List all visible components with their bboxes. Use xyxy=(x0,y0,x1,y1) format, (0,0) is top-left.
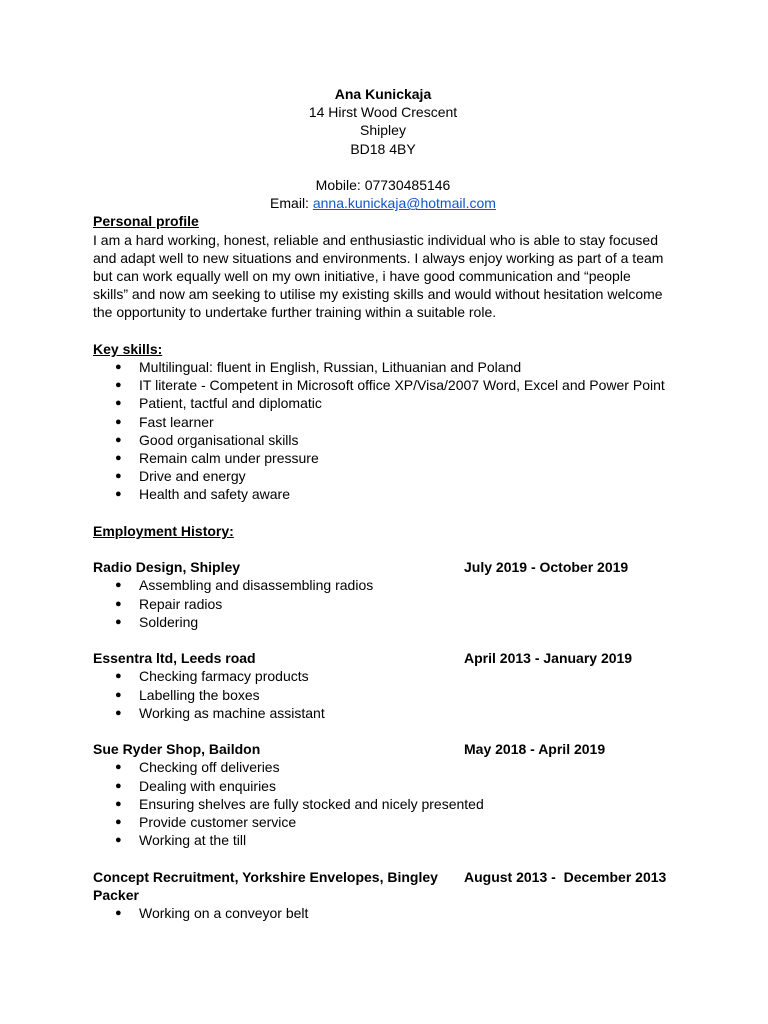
profile-line: skills” and now am seeking to utilise my existing skills and would without hesitation welcome xyxy=(93,286,663,303)
job-title: Sue Ryder Shop, Baildon xyxy=(93,741,261,758)
profile-title: Personal profile xyxy=(93,213,199,230)
list-item xyxy=(93,394,678,412)
employment-title: Employment History: xyxy=(93,522,234,539)
job-entry xyxy=(93,558,678,631)
profile-line: I am a hard working, honest, reliable and enthusiastic individual who is able to stay focused xyxy=(93,231,658,248)
list-item xyxy=(93,358,678,376)
personal-profile-section xyxy=(93,212,678,321)
list-item xyxy=(93,667,678,685)
bullet-icon: ● xyxy=(115,597,122,610)
bullet-icon: ● xyxy=(115,797,122,810)
bullet-icon: ● xyxy=(115,397,122,410)
job-role-text: Packer xyxy=(93,886,139,903)
bullet-icon: ● xyxy=(115,470,122,483)
bullet-icon: ● xyxy=(115,761,122,774)
bullet-icon: ● xyxy=(115,907,122,920)
duties-list xyxy=(93,758,678,849)
address-line-2: Shipley xyxy=(360,122,406,139)
spacer xyxy=(93,322,678,340)
list-item xyxy=(93,449,678,467)
list-item xyxy=(93,413,678,431)
bullet-icon: ● xyxy=(115,415,122,428)
mobile-number: 07730485146 xyxy=(364,177,451,193)
list-item xyxy=(93,686,678,704)
profile-text xyxy=(93,231,678,322)
bullet-icon: ● xyxy=(115,379,122,392)
duty-text: Ensuring shelves are fully stocked and nicely presented xyxy=(139,795,484,812)
list-item xyxy=(93,831,678,849)
list-item xyxy=(93,758,678,776)
job-header xyxy=(93,649,678,667)
spacer xyxy=(93,504,678,522)
spacer xyxy=(93,849,678,867)
duty-text: Working as machine assistant xyxy=(139,704,325,721)
list-item xyxy=(93,613,678,631)
job-entry xyxy=(93,868,678,923)
skill-text: Patient, tactful and diplomatic xyxy=(139,395,322,412)
bullet-icon: ● xyxy=(115,615,122,628)
duty-text: Provide customer service xyxy=(139,814,297,831)
bullet-icon: ● xyxy=(115,834,122,847)
duty-text: Checking farmacy products xyxy=(139,668,309,685)
list-item xyxy=(93,576,678,594)
mobile-label: Mobile: xyxy=(315,177,365,193)
duty-text: Checking off deliveries xyxy=(139,759,280,776)
profile-line: but can work equally well on my own initiative, i have good communication and “people xyxy=(93,268,631,285)
duty-text: Dealing with enquiries xyxy=(139,777,276,794)
skill-text: Drive and energy xyxy=(139,468,246,485)
duty-text: Assembling and disassembling radios xyxy=(139,577,374,594)
list-item xyxy=(93,795,678,813)
job-dates: May 2018 - April 2019 xyxy=(464,741,606,758)
job-dates: April 2013 - January 2019 xyxy=(464,650,633,667)
employment-history-section xyxy=(93,522,678,922)
bullet-icon: ● xyxy=(115,452,122,465)
job-title: Concept Recruitment, Yorkshire Envelopes, Bingley xyxy=(93,868,438,885)
bullet-icon: ● xyxy=(115,670,122,683)
list-item xyxy=(93,376,678,394)
bullet-icon: ● xyxy=(115,706,122,719)
mobile-line xyxy=(93,176,673,194)
spacer xyxy=(93,722,678,740)
skill-text: IT literate - Competent in Microsoft office XP/Visa/2007 Word, Excel and Power Point xyxy=(139,377,665,394)
duty-text: Working at the till xyxy=(139,832,247,849)
duties-list xyxy=(93,904,678,922)
job-dates: July 2019 - October 2019 xyxy=(464,559,629,576)
bullet-icon: ● xyxy=(115,433,122,446)
spacer xyxy=(93,631,678,649)
bullet-icon: ● xyxy=(115,688,122,701)
duties-list xyxy=(93,576,678,631)
email-link[interactable]: anna.kunickaja@hotmail.com xyxy=(312,195,496,212)
job-header xyxy=(93,868,678,886)
duties-list xyxy=(93,667,678,722)
skills-title: Key skills: xyxy=(93,340,163,357)
spacer xyxy=(93,540,678,558)
resume-page xyxy=(93,85,678,922)
skill-text: Health and safety aware xyxy=(139,486,290,503)
spacer xyxy=(93,158,673,176)
email-line xyxy=(93,194,673,212)
email-label: Email: xyxy=(270,195,313,212)
list-item xyxy=(93,904,678,922)
skills-list xyxy=(93,358,678,504)
job-entry xyxy=(93,740,678,849)
list-item xyxy=(93,595,678,613)
list-item xyxy=(93,813,678,831)
job-title: Radio Design, Shipley xyxy=(93,559,241,576)
duty-text: Working on a conveyor belt xyxy=(139,905,309,922)
job-title: Essentra ltd, Leeds road xyxy=(93,650,256,667)
bullet-icon: ● xyxy=(115,361,122,374)
list-item xyxy=(93,467,678,485)
address-line-1: 14 Hirst Wood Crescent xyxy=(308,104,458,121)
postcode: BD18 4BY xyxy=(350,140,416,157)
profile-line: the opportunity to undertake further training within a suitable role. xyxy=(93,304,497,321)
job-header xyxy=(93,558,678,576)
job-entry xyxy=(93,649,678,722)
list-item xyxy=(93,704,678,722)
applicant-name: Ana Kunickaja xyxy=(334,86,432,102)
job-role xyxy=(93,886,678,904)
duty-text: Labelling the boxes xyxy=(139,686,260,703)
bullet-icon: ● xyxy=(115,779,122,792)
job-dates: August 2013 - December 2013 xyxy=(464,868,667,885)
bullet-icon: ● xyxy=(115,488,122,501)
contact-header xyxy=(93,85,673,212)
bullet-icon: ● xyxy=(115,579,122,592)
list-item xyxy=(93,777,678,795)
list-item xyxy=(93,431,678,449)
bullet-icon: ● xyxy=(115,816,122,829)
duty-text: Repair radios xyxy=(139,595,223,612)
skill-text: Multilingual: fluent in English, Russian, Lithuanian and Poland xyxy=(139,359,522,376)
duty-text: Soldering xyxy=(139,613,199,630)
list-item xyxy=(93,485,678,503)
key-skills-section xyxy=(93,340,678,504)
skill-text: Fast learner xyxy=(139,413,214,430)
job-header xyxy=(93,740,678,758)
skill-text: Good organisational skills xyxy=(139,431,299,448)
profile-line: and adapt well to new situations and environments. I always enjoy working as part of a team xyxy=(93,249,664,266)
skill-text: Remain calm under pressure xyxy=(139,450,319,467)
